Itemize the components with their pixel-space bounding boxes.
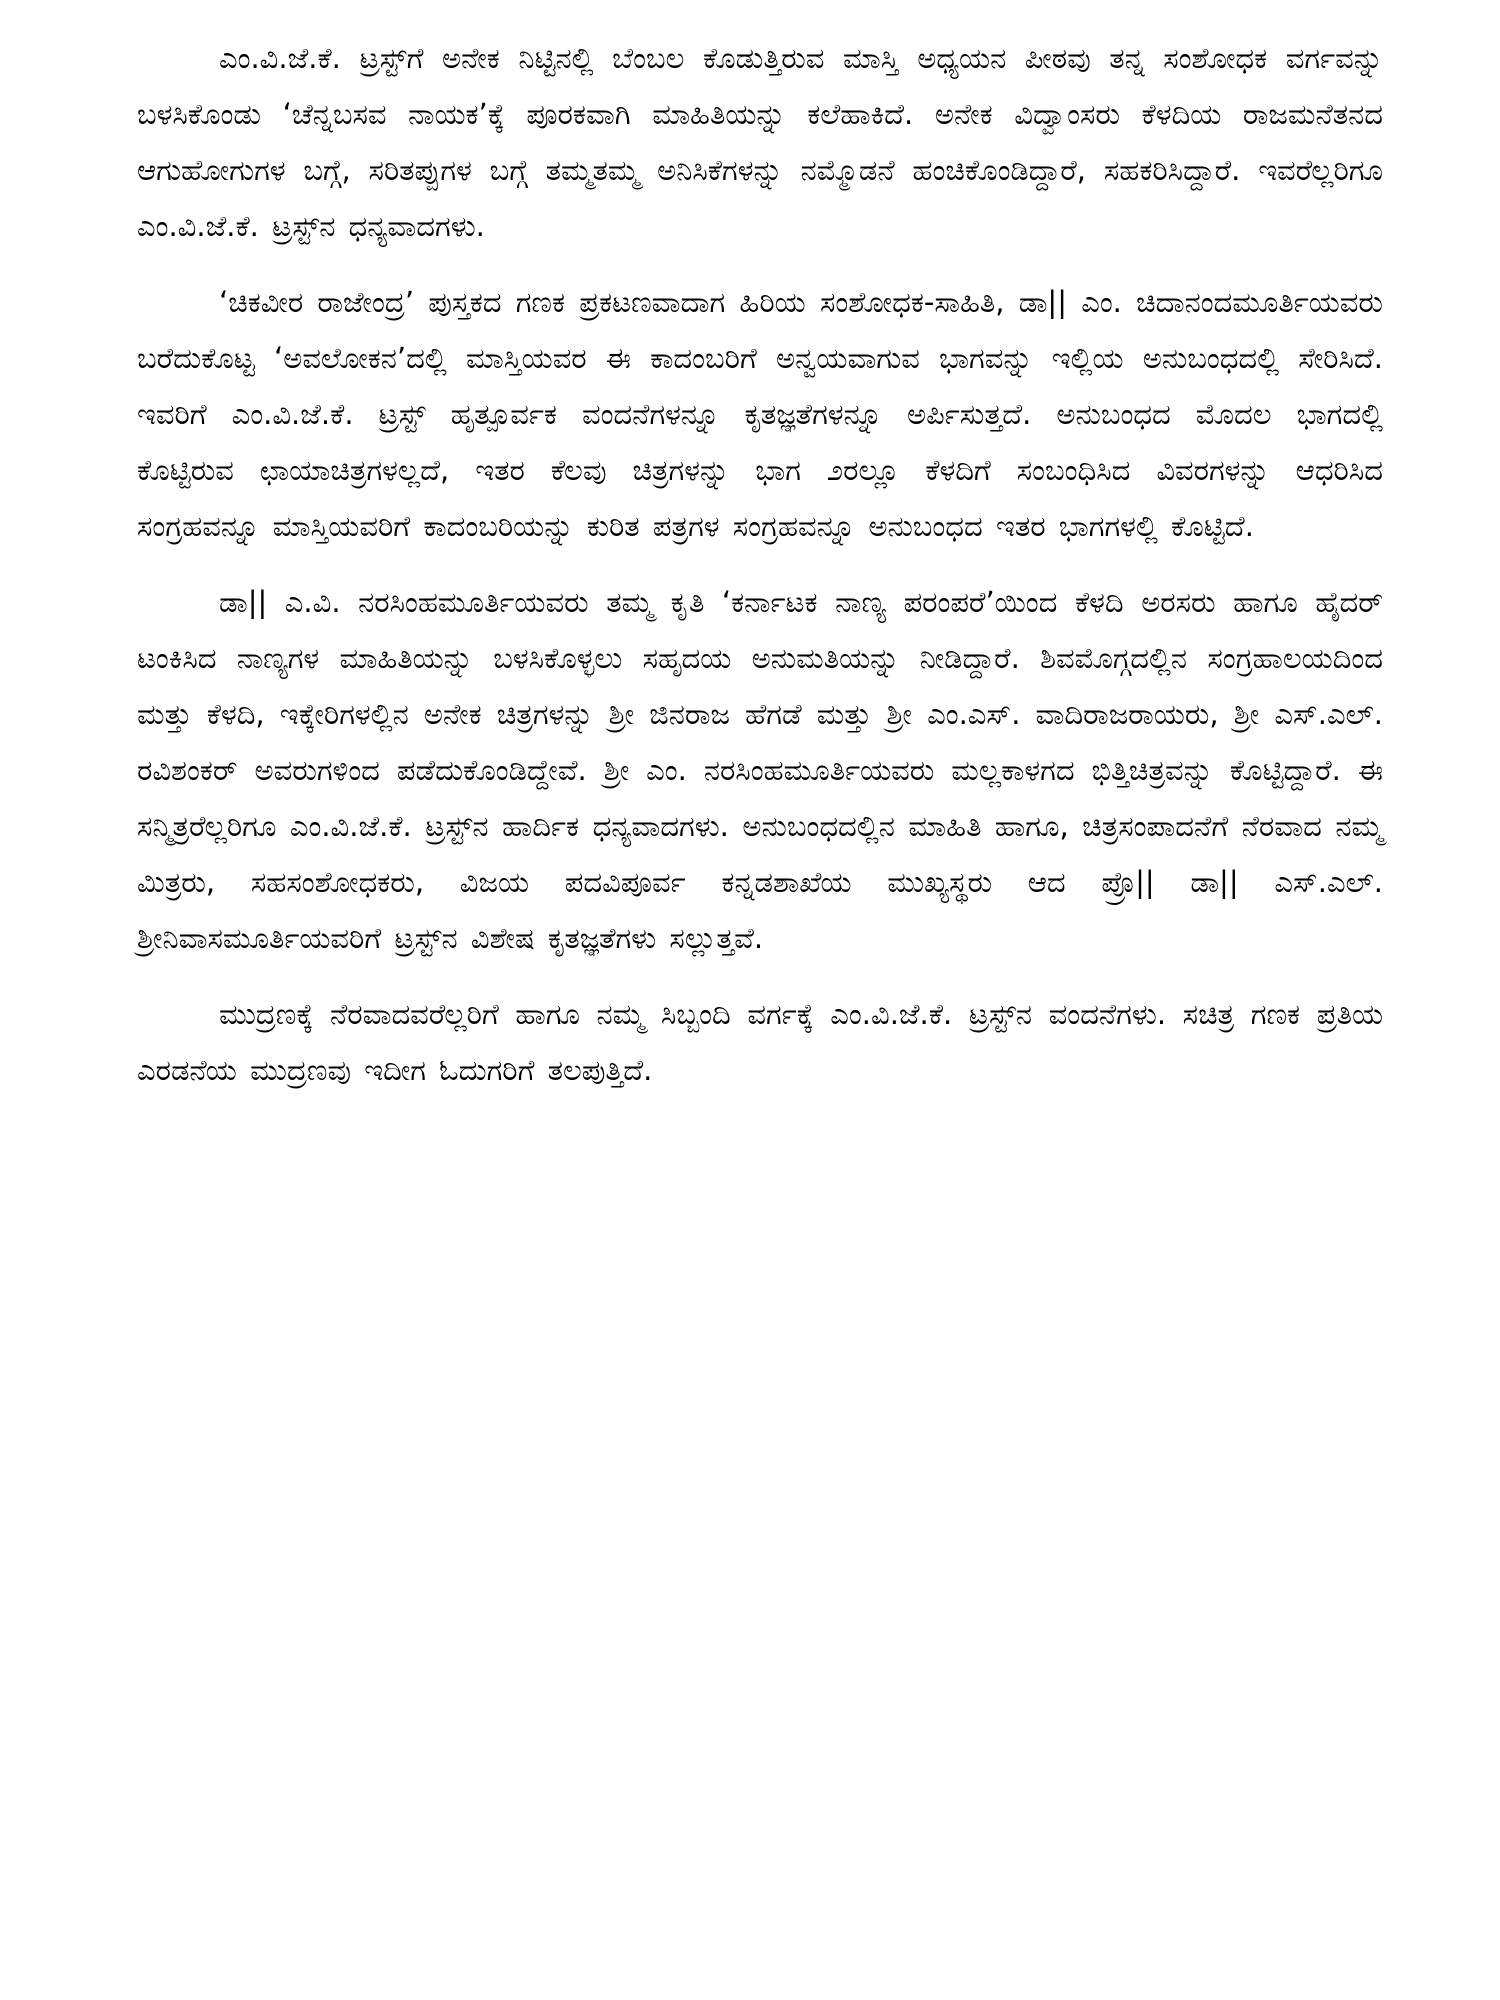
- paragraph-1: ಎಂ.ವಿ.ಜೆ.ಕೆ. ಟ್ರಸ್ಟ್‌ಗೆ ಅನೇಕ ನಿಟ್ಟಿನಲ್ಲಿ ಬೆಂಬಲ ಕೊಡುತ್ತಿರುವ ಮಾಸ್ತಿ ಅಧ್ಯಯನ ಪೀಠವು ತನ್ನ ಸಂಶೋಧಕ ವರ್ಗವನ್ನು ಬಳಸಿಕೊಂಡು ‘ಚೆನ್ನಬಸವ ನಾಯಕ’ಕ್ಕೆ ಪೂರಕವಾಗಿ ಮಾಹಿತಿಯನ್ನು ಕಲೆಹಾಕಿದೆ. ಅನೇಕ ವಿದ್ವಾಂಸರು ಕೆಳದಿಯ ರಾಜಮನೆತನದ ಆಗುಹೋಗುಗಳ ಬಗ್ಗೆ, ಸರಿತಪ್ಪುಗಳ ಬಗ್ಗೆ ತಮ್ಮತಮ್ಮ ಅನಿಸಿಕೆಗಳನ್ನು ನಮ್ಮೊಡನೆ ಹಂಚಿಕೊಂಡಿದ್ದಾರೆ, ಸಹಕರಿಸಿದ್ದಾರೆ. ಇವರೆಲ್ಲರಿಗೂ ಎಂ.ವಿ.ಜೆ.ಕೆ. ಟ್ರಸ್ಟ್‌ನ ಧನ್ಯವಾದಗಳು.: [137, 41, 1383, 243]
- document-page: [137, 30, 1383, 1118]
- paragraph-4: ಮುದ್ರಣಕ್ಕೆ ನೆರವಾದವರೆಲ್ಲರಿಗೆ ಹಾಗೂ ನಮ್ಮ ಸಿಬ್ಬಂದಿ ವರ್ಗಕ್ಕೆ ಎಂ.ವಿ.ಜೆ.ಕೆ. ಟ್ರಸ್ಟ್‌ನ ವಂದನೆಗಳು. ಸಚಿತ್ರ ಗಣಕ ಪ್ರತಿಯ ಎರಡನೆಯ ಮುದ್ರಣವು ಇದೀಗ ಓದುಗರಿಗೆ ತಲಪುತ್ತಿದೆ.: [137, 997, 1383, 1087]
- paragraph-2: ‘ಚಿಕವೀರ ರಾಜೇಂದ್ರ’ ಪುಸ್ತಕದ ಗಣಕ ಪ್ರಕಟಣವಾದಾಗ ಹಿರಿಯ ಸಂಶೋಧಕ-ಸಾಹಿತಿ, ಡಾ|| ಎಂ. ಚಿದಾನಂದಮೂರ್ತಿಯವರು ಬರೆದುಕೊಟ್ಟ ‘ಅವಲೋಕನ’ದಲ್ಲಿ ಮಾಸ್ತಿಯವರ ಈ ಕಾದಂಬರಿಗೆ ಅನ್ವಯವಾಗುವ ಭಾಗವನ್ನು ಇಲ್ಲಿಯ ಅನುಬಂಧದಲ್ಲಿ ಸೇರಿಸಿದೆ. ಇವರಿಗೆ ಎಂ.ವಿ.ಜೆ.ಕೆ. ಟ್ರಸ್ಟ್ ಹೃತ್ಪೂರ್ವಕ ವಂದನೆಗಳನ್ನೂ ಕೃತಜ್ಞತೆಗಳನ್ನೂ ಅರ್ಪಿಸುತ್ತದೆ. ಅನುಬಂಧದ ಮೊದಲ ಭಾಗದಲ್ಲಿ ಕೊಟ್ಟಿರುವ ಛಾಯಾಚಿತ್ರಗಳಲ್ಲದೆ, ಇತರ ಕೆಲವು ಚಿತ್ರಗಳನ್ನು ಭಾಗ ೨ರಲ್ಲೂ ಕೆಳದಿಗೆ ಸಂಬಂಧಿಸಿದ ವಿವರಗಳನ್ನು ಆಧರಿಸಿದ ಸಂಗ್ರಹವನ್ನೂ ಮಾಸ್ತಿಯವರಿಗೆ ಕಾದಂಬರಿಯನ್ನು ಕುರಿತ ಪತ್ರಗಳ ಸಂಗ್ರಹವನ್ನೂ ಅನುಬಂಧದ ಇತರ ಭಾಗಗಳಲ್ಲಿ ಕೊಟ್ಟಿದೆ.: [137, 285, 1383, 543]
- paragraph-3: ಡಾ|| ಎ.ವಿ. ನರಸಿಂಹಮೂರ್ತಿಯವರು ತಮ್ಮ ಕೃತಿ ‘ಕರ್ನಾಟಕ ನಾಣ್ಯ ಪರಂಪರೆ’ಯಿಂದ ಕೆಳದಿ ಅರಸರು ಹಾಗೂ ಹೈದರ್ ಟಂಕಿಸಿದ ನಾಣ್ಯಗಳ ಮಾಹಿತಿಯನ್ನು ಬಳಸಿಕೊಳ್ಳಲು ಸಹೃದಯ ಅನುಮತಿಯನ್ನು ನೀಡಿದ್ದಾರೆ. ಶಿವಮೊಗ್ಗದಲ್ಲಿನ ಸಂಗ್ರಹಾಲಯದಿಂದ ಮತ್ತು ಕೆಳದಿ, ಇಕ್ಕೇರಿಗಳಲ್ಲಿನ ಅನೇಕ ಚಿತ್ರಗಳನ್ನು ಶ್ರೀ ಜಿನರಾಜ ಹೆಗಡೆ ಮತ್ತು ಶ್ರೀ ಎಂ.ಎಸ್. ವಾದಿರಾಜರಾಯರು, ಶ್ರೀ ಎಸ್.ಎಲ್. ರವಿಶಂಕರ್ ಅವರುಗಳಿಂದ ಪಡೆದುಕೊಂಡಿದ್ದೇವೆ. ಶ್ರೀ ಎಂ. ನರಸಿಂಹಮೂರ್ತಿಯವರು ಮಲ್ಲಕಾಳಗದ ಭಿತ್ತಿಚಿತ್ರವನ್ನು ಕೊಟ್ಟಿದ್ದಾರೆ. ಈ ಸನ್ಮಿತ್ರರೆಲ್ಲರಿಗೂ ಎಂ.ವಿ.ಜೆ.ಕೆ. ಟ್ರಸ್ಟ್‌ನ ಹಾರ್ದಿಕ ಧನ್ಯವಾದಗಳು. ಅನುಬಂಧದಲ್ಲಿನ ಮಾಹಿತಿ ಹಾಗೂ, ಚಿತ್ರಸಂಪಾದನೆಗೆ ನೆರವಾದ ನಮ್ಮ ಮಿತ್ರರು, ಸಹಸಂಶೋಧಕರು, ವಿಜಯ ಪದವಿಪೂರ್ವ ಕನ್ನಡಶಾಖೆಯ ಮುಖ್ಯಸ್ಥರು ಆದ ಪ್ರೊ|| ಡಾ|| ಎಸ್.ಎಲ್. ಶ್ರೀನಿವಾಸಮೂರ್ತಿಯವರಿಗೆ ಟ್ರಸ್ಟ್‌ನ ವಿಶೇಷ ಕೃತಜ್ಞತೆಗಳು ಸಲ್ಲುತ್ತವೆ.: [137, 585, 1383, 955]
